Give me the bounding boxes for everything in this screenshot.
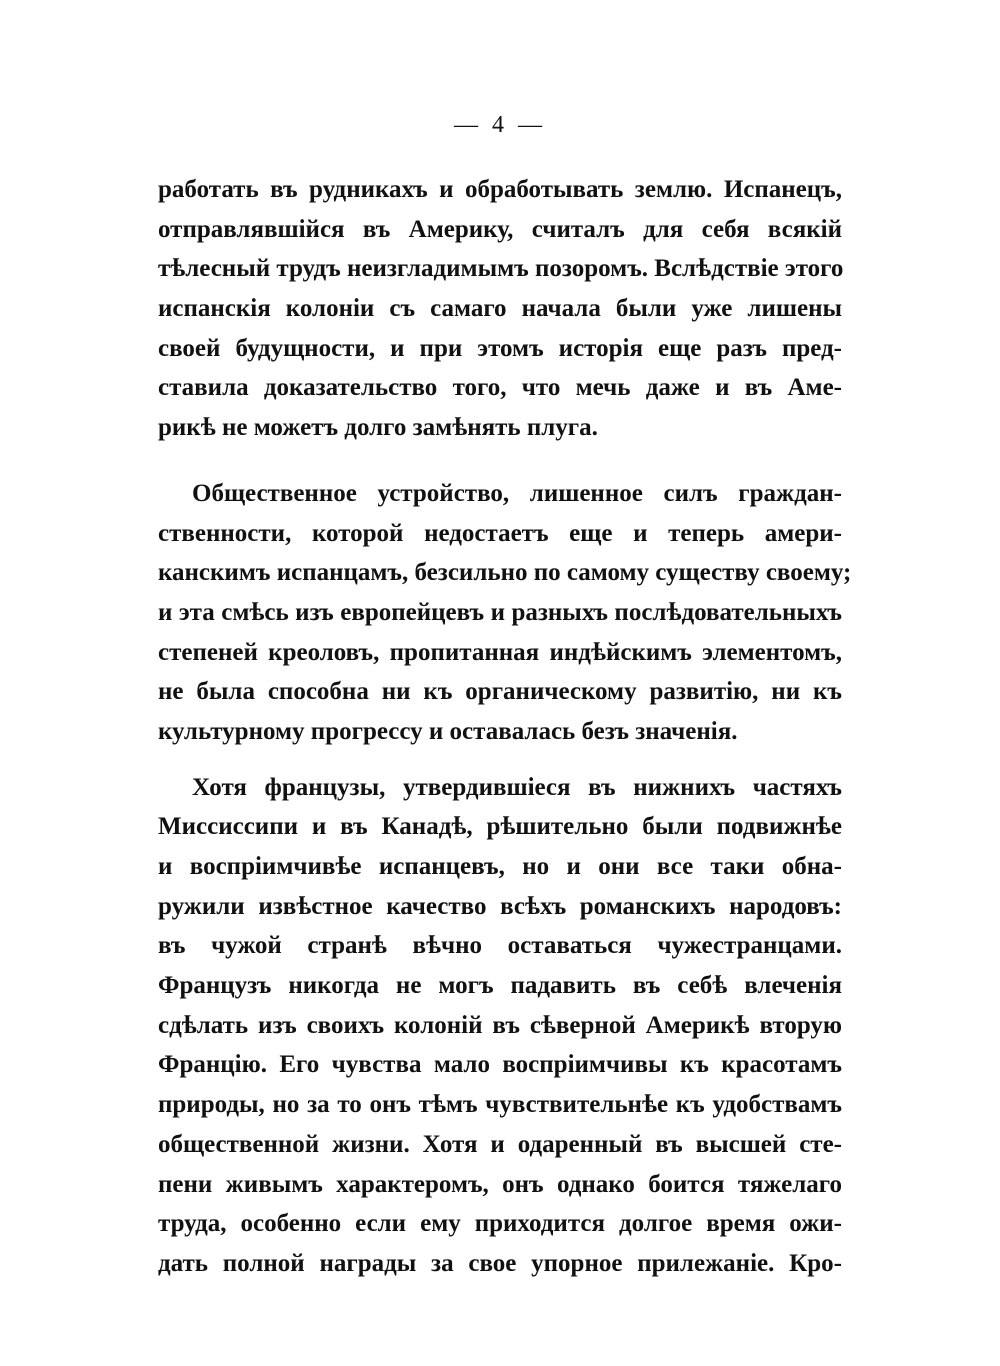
text-line: дать полной награды за свое упорное прилежаніе. Кро- <box>158 1249 842 1277</box>
paragraph-3 <box>158 768 842 1284</box>
text-line: канскимъ испанцамъ, безсильно по самому существу своему; <box>158 559 852 587</box>
text-line: испанскія колоніи съ самаго начала были уже лишены <box>158 295 842 323</box>
text-line: ставила доказательство того, что мечь даже и въ Аме- <box>158 374 842 402</box>
text-line: Францію. Его чувства мало воспріимчивы къ красотамъ <box>158 1051 842 1079</box>
text-line: ружили извѣстное качество всѣхъ романскихъ народовъ: <box>158 892 842 920</box>
page-number: — 4 — <box>454 112 546 138</box>
text-line: своей будущности, и при этомъ исторія еще разъ пред- <box>158 334 842 362</box>
text-line: и эта смѣсь изъ европейцевъ и разныхъ послѣдовательныхъ <box>158 598 842 626</box>
paragraph-1 <box>158 170 842 448</box>
text-line: сдѣлать изъ своихъ колоній въ сѣверной Америкѣ вторую <box>158 1011 842 1039</box>
text-line: труда, особенно если ему приходится долгое время ожи- <box>158 1210 842 1238</box>
paragraph-2 <box>158 474 852 752</box>
text-line: ственности, которой недостаетъ еще и теперь амери- <box>158 519 842 547</box>
text-line: степеней креоловъ, пропитанная индѣйскимъ элементомъ, <box>158 638 842 666</box>
text-line: Миссиссипи и въ Канадѣ, рѣшительно были подвижнѣе <box>158 813 842 841</box>
paragraph-gap <box>158 752 842 768</box>
text-line: пени живымъ характеромъ, онъ однако боится тяжелаго <box>158 1170 842 1198</box>
text-line: въ чужой странѣ вѣчно оставаться чужестранцами. <box>158 932 842 960</box>
text-line: природы, но за то онъ тѣмъ чувствительнѣе къ удобствамъ <box>158 1091 842 1119</box>
text-line: и воспріимчивѣе испанцевъ, но и они все таки обна- <box>158 853 842 880</box>
text-line: не была способна ни къ органическому развитію, ни къ <box>158 678 842 706</box>
text-line: Хотя французы, утвердившіеся въ нижнихъ частяхъ <box>192 773 842 801</box>
text-line: общественной жизни. Хотя и одаренный въ высшей сте- <box>158 1130 842 1158</box>
text-line: Французъ никогда не могъ падавить въ себѣ влеченія <box>158 972 842 1000</box>
text-line: тѣлесный трудъ неизгладимымъ позоромъ. Вслѣдствіе этого <box>158 255 844 283</box>
text-line: рикѣ не можетъ долго замѣнять плуга. <box>158 414 598 442</box>
text-line: культурному прогрессу и оставалась безъ значенія. <box>158 717 738 745</box>
body-text <box>158 170 852 1284</box>
paragraph-gap <box>158 448 842 474</box>
text-line: отправлявшійся въ Америку, считалъ для себя всякій <box>158 215 842 243</box>
text-line: Общественное устройство, лишенное силъ граждан- <box>192 479 842 507</box>
text-line: работать въ рудникахъ и обработывать землю. Испанецъ, <box>158 176 842 203</box>
